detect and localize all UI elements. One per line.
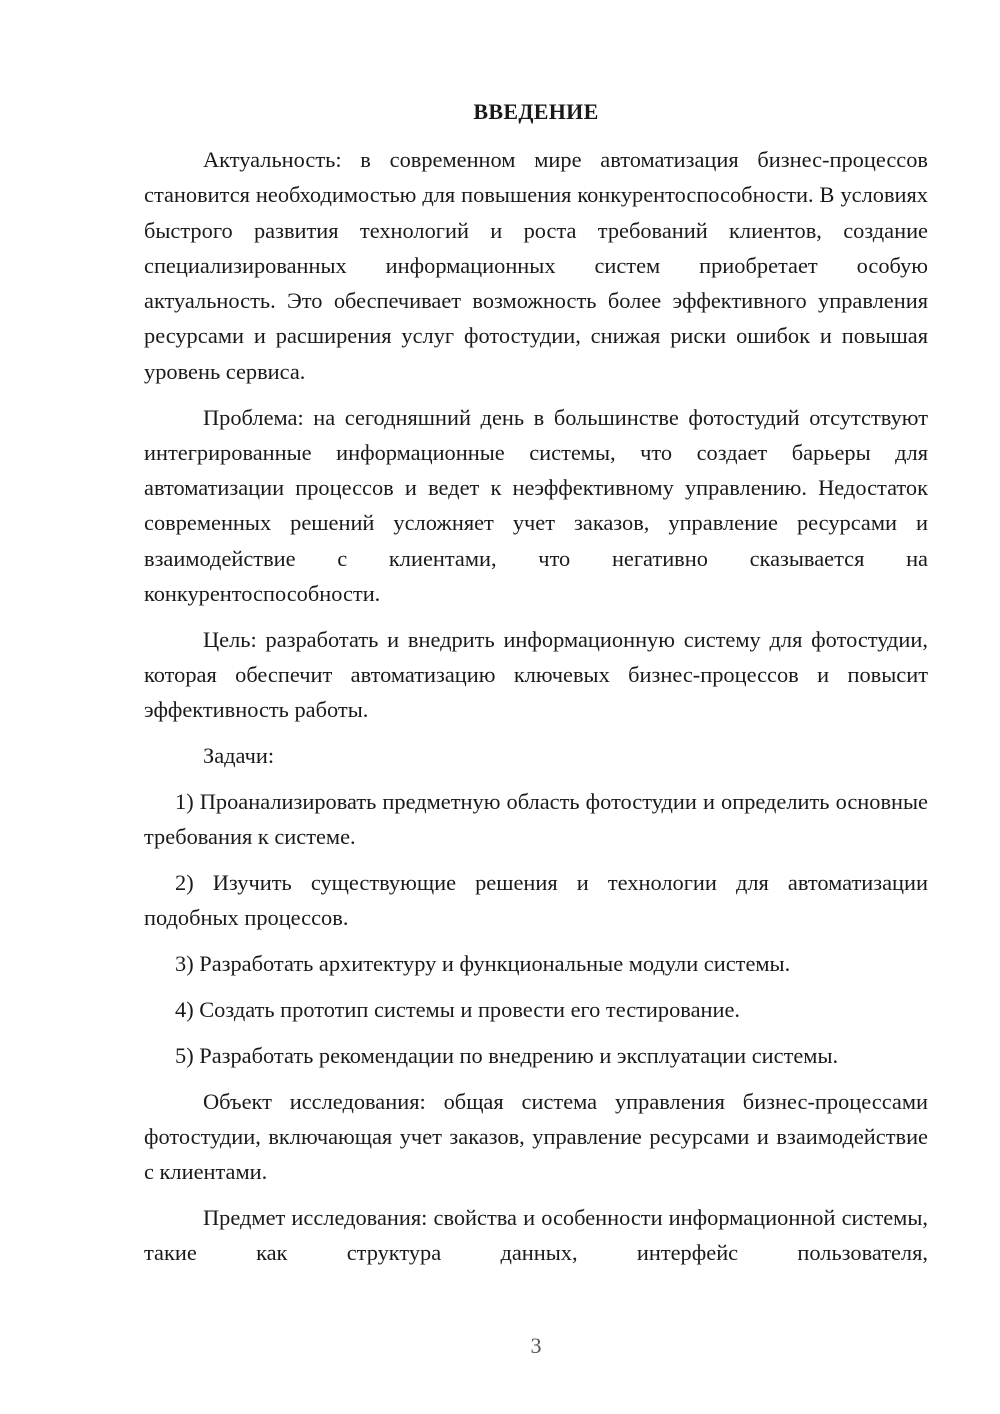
document-page [144, 0, 928, 1414]
paragraph-goal: Цель: разработать и внедрить информационную систему для фотостудии, которая обеспечит автоматизацию ключевых бизнес-процессов и повысит эффективность работы. [144, 626, 928, 723]
task-item-4: 4) Создать прототип системы и провести его тестирование. [175, 997, 741, 1023]
document-body [144, 142, 928, 1271]
task-item-2: 2) Изучить существующие решения и технологии для автоматизации подобных процессов. [144, 870, 928, 931]
paragraph-subject: Предмет исследования: свойства и особенности информационной системы, такие как структура данных, интерфейс пользователя, [144, 1205, 928, 1266]
paragraph-problem: Проблема: на сегодняшний день в большинстве фотостудий отсутствуют интегрированные информационные системы, что создает барьеры для автоматизации процессов и ведет к неэффективному управлению. Недостаток современных решений усложняет учет заказов, управление ресурсами и взаимодействие с клиентами, что негативно сказывается на конкурентоспособности. [144, 404, 928, 607]
page-number: 3 [530, 1333, 542, 1358]
paragraph-relevance: Актуальность: в современном мире автоматизация бизнес-процессов становится необходимостью для повышения конкурентоспособности. В условиях быстрого развития технологий и роста требований клиентов, создание специализированных информационных систем приобретает особую актуальность. Это обеспечивает возможность более эффективного управления ресурсами и расширения услуг фотостудии, снижая риски ошибок и повышая уровень сервиса. [144, 147, 928, 384]
page-title: ВВЕДЕНИЕ [473, 99, 599, 124]
paragraph-tasks-heading: Задачи: [203, 743, 275, 769]
paragraph-object: Объект исследования: общая система управления бизнес-процессами фотостудии, включающая учет заказов, управление ресурсами и взаимодействие с клиентами. [144, 1088, 928, 1185]
task-item-1: 1) Проанализировать предметную область фотостудии и определить основные требования к системе. [144, 789, 928, 850]
task-item-5: 5) Разработать рекомендации по внедрению и эксплуатации системы. [175, 1042, 839, 1068]
task-item-3: 3) Разработать архитектуру и функциональные модули системы. [175, 951, 791, 977]
